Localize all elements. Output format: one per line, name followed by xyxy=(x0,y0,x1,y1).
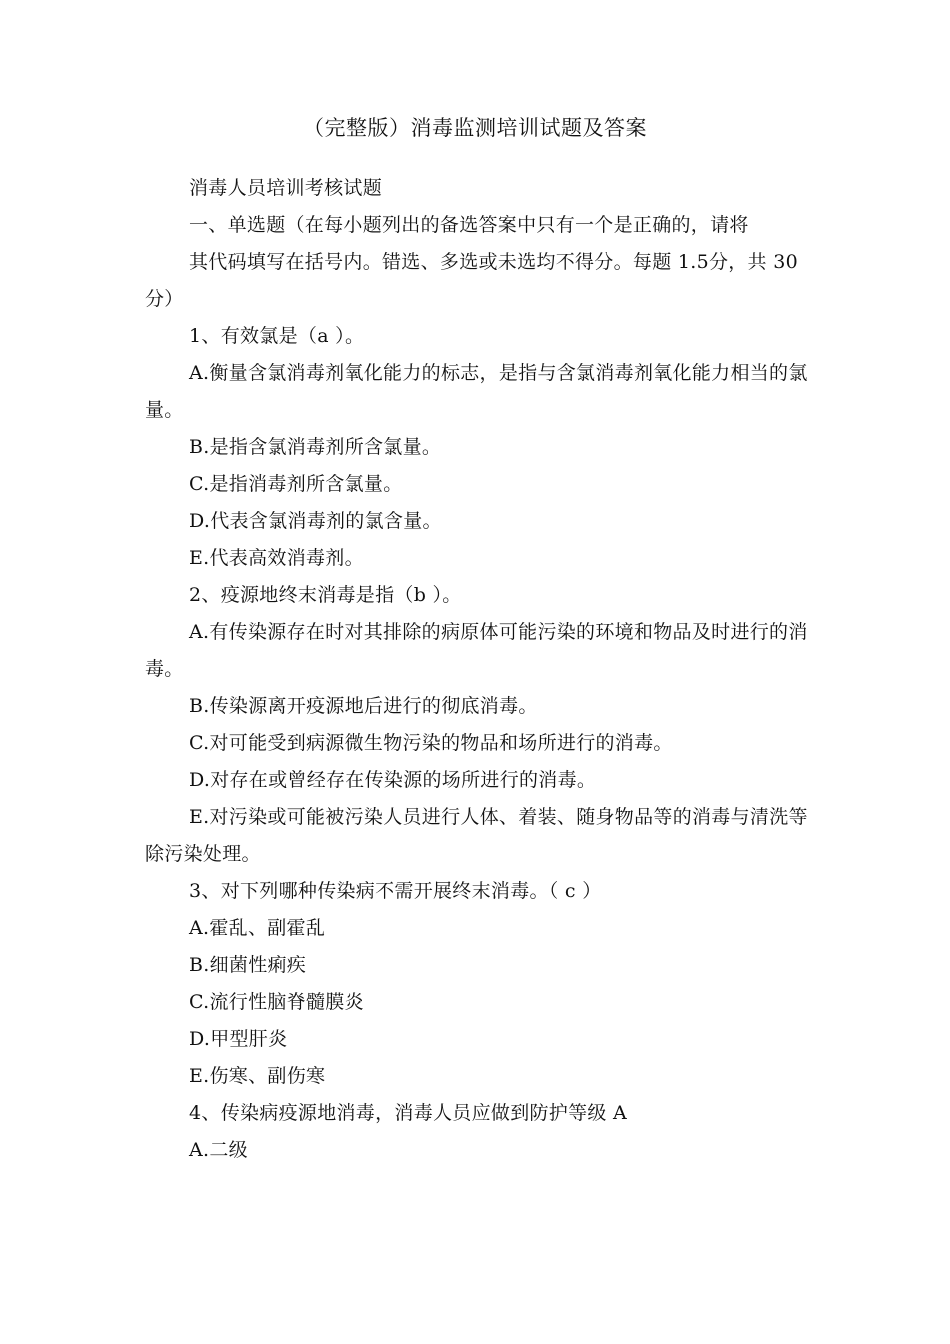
question-2-option-d: D.对存在或曾经存在传染源的场所进行的消毒。 xyxy=(189,769,597,791)
question-1-option-e: E.代表高效消毒剂。 xyxy=(189,547,364,569)
question-2-option-a: A.有传染源存在时对其排除的病原体可能污染的环境和物品及时进行的消毒。 xyxy=(145,621,808,680)
instructions-line-1: 一、单选题（在每小题列出的备选答案中只有一个是正确的，请将 xyxy=(189,214,749,236)
section-heading: 消毒人员培训考核试题 xyxy=(189,177,383,199)
question-3-option-b: B.细菌性痢疾 xyxy=(189,954,307,976)
question-2: 2、疫源地终末消毒是指（b ）。 xyxy=(189,584,462,606)
question-3-option-e: E.伤寒、副伤寒 xyxy=(189,1065,326,1087)
question-2-option-b: B.传染源离开疫源地后进行的彻底消毒。 xyxy=(189,695,538,717)
question-3-option-c: C.流行性脑脊髓膜炎 xyxy=(189,991,364,1013)
question-1-option-b: B.是指含氯消毒剂所含氯量。 xyxy=(189,436,442,458)
question-3-option-a: A.霍乱、副霍乱 xyxy=(189,917,326,939)
question-4: 4、传染病疫源地消毒，消毒人员应做到防护等级 A xyxy=(189,1102,628,1124)
question-4-option-a: A.二级 xyxy=(189,1139,248,1161)
question-3: 3、对下列哪种传染病不需开展终末消毒。（ c ） xyxy=(189,880,602,902)
instructions-line-2: 其代码填写在括号内。错选、多选或未选均不得分。每题 1.5分，共 30 分） xyxy=(145,251,798,310)
question-1-option-c: C.是指消毒剂所含氯量。 xyxy=(189,473,403,495)
question-2-option-e: E.对污染或可能被污染人员进行人体、着装、随身物品等的消毒与清洗等除污染处理。 xyxy=(145,806,808,865)
question-3-option-d: D.甲型肝炎 xyxy=(189,1028,288,1050)
question-2-option-c: C.对可能受到病源微生物污染的物品和场所进行的消毒。 xyxy=(189,732,673,754)
question-1-option-a: A.衡量含氯消毒剂氧化能力的标志，是指与含氯消毒剂氧化能力相当的氯量。 xyxy=(145,362,808,421)
question-1: 1、有效氯是（a ）。 xyxy=(189,325,365,347)
document-title: （完整版）消毒监测培训试题及答案 xyxy=(303,116,647,140)
document-body xyxy=(145,170,810,1169)
question-1-option-d: D.代表含氯消毒剂的氯含量。 xyxy=(189,510,442,532)
